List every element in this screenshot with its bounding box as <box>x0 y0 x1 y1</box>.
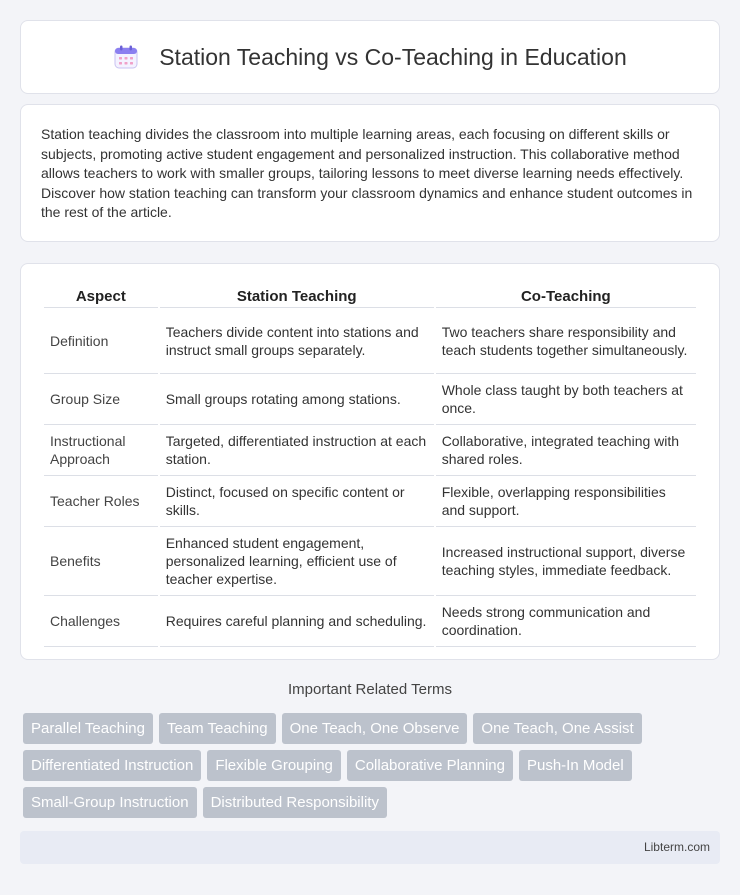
row-station-value: Small groups rotating among stations. <box>160 374 434 425</box>
table-row <box>44 374 696 425</box>
row-aspect: Group Size <box>44 374 158 425</box>
table-row <box>44 527 696 596</box>
header-co-teaching: Co-Teaching <box>436 284 696 308</box>
row-co-value: Flexible, overlapping responsibilities and support. <box>436 476 696 527</box>
related-term-tag[interactable]: Collaborative Planning <box>347 750 513 781</box>
row-aspect: Teacher Roles <box>44 476 158 527</box>
row-aspect: Definition <box>44 308 158 374</box>
row-co-value: Increased instructional support, diverse teaching styles, immediate feedback. <box>436 527 696 596</box>
intro-paragraph: Station teaching divides the classroom into multiple learning areas, each focusing on different skills or subjects, promoting active student engagement and personalized instruction. This collaborative method allows teachers to work with smaller groups, tailoring lessons to meet diverse learning needs effectively. Discover how station teaching can transform your classroom dynamics and enhance student outcomes in the rest of the article. <box>41 126 693 221</box>
header-card <box>20 20 720 94</box>
page-title: Station Teaching vs Co-Teaching in Education <box>159 43 627 70</box>
comparison-table <box>42 284 698 647</box>
related-terms-title: Important Related Terms <box>288 681 452 698</box>
row-station-value: Teachers divide content into stations and instruct small groups separately. <box>160 308 434 374</box>
table-row <box>44 596 696 647</box>
related-term-tag[interactable]: One Teach, One Assist <box>473 713 641 744</box>
table-header-row <box>44 284 696 308</box>
row-aspect: Challenges <box>44 596 158 647</box>
footer-site-link[interactable]: Libterm.com <box>643 840 710 854</box>
related-term-tag[interactable]: Distributed Responsibility <box>203 787 387 818</box>
header-aspect: Aspect <box>44 284 158 308</box>
table-row <box>44 476 696 527</box>
row-co-value: Two teachers share responsibility and teach students together simultaneously. <box>436 308 696 374</box>
related-term-tag[interactable]: Small-Group Instruction <box>23 787 197 818</box>
table-row <box>44 425 696 476</box>
related-term-tag[interactable]: Push-In Model <box>519 750 632 781</box>
row-co-value: Whole class taught by both teachers at once. <box>436 374 696 425</box>
related-term-tag[interactable]: Flexible Grouping <box>207 750 341 781</box>
row-station-value: Targeted, differentiated instruction at each station. <box>160 425 434 476</box>
row-co-value: Needs strong communication and coordination. <box>436 596 696 647</box>
row-co-value: Collaborative, integrated teaching with shared roles. <box>436 425 696 476</box>
calendar-icon <box>113 44 139 70</box>
table-row <box>44 308 696 374</box>
row-aspect: Benefits <box>44 527 158 596</box>
related-term-tag[interactable]: Team Teaching <box>159 713 276 744</box>
footer <box>20 831 720 864</box>
related-terms-list <box>23 713 723 824</box>
comparison-card <box>20 263 720 660</box>
related-term-tag[interactable]: One Teach, One Observe <box>282 713 468 744</box>
row-station-value: Enhanced student engagement, personalized learning, efficient use of teacher expertise. <box>160 527 434 596</box>
intro-card <box>20 104 720 242</box>
row-station-value: Requires careful planning and scheduling. <box>160 596 434 647</box>
row-aspect: Instructional Approach <box>44 425 158 476</box>
row-station-value: Distinct, focused on specific content or skills. <box>160 476 434 527</box>
related-term-tag[interactable]: Parallel Teaching <box>23 713 153 744</box>
related-term-tag[interactable]: Differentiated Instruction <box>23 750 201 781</box>
header-station-teaching: Station Teaching <box>160 284 434 308</box>
